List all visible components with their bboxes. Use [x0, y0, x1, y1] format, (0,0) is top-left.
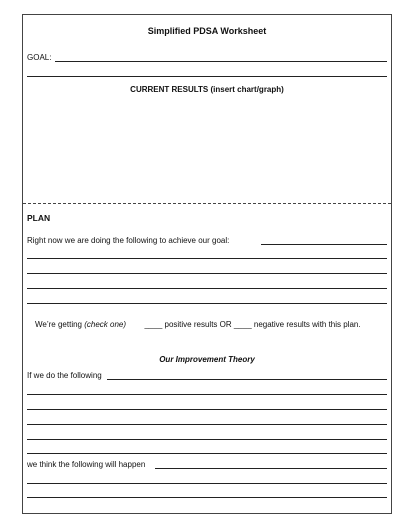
current-results-label: CURRENT RESULTS (insert chart/graph) [130, 85, 284, 94]
theory-heading: Our Improvement Theory [159, 355, 255, 364]
theory-line[interactable] [27, 439, 387, 440]
worksheet-frame [22, 14, 392, 514]
outcome-line[interactable] [27, 483, 387, 484]
theory-line[interactable] [27, 424, 387, 425]
plan-line[interactable] [27, 288, 387, 289]
goal-line[interactable] [55, 61, 387, 62]
theory-line[interactable] [27, 394, 387, 395]
results-prefix: We’re getting [35, 320, 85, 329]
think-label: we think the following will happen [27, 460, 146, 469]
plan-line[interactable] [27, 303, 387, 304]
positive-check-blank[interactable]: ____ [144, 320, 163, 329]
outcome-line[interactable] [27, 497, 387, 498]
divider-line [27, 76, 387, 77]
positive-results-text: positive results OR [162, 320, 234, 329]
goal-label: GOAL: [27, 53, 52, 62]
worksheet-title: Simplified PDSA Worksheet [147, 26, 267, 36]
plan-heading: PLAN [27, 213, 51, 223]
section-dashed-divider [23, 203, 391, 204]
plan-line[interactable] [27, 273, 387, 274]
theory-line[interactable] [27, 453, 387, 454]
if-label: If we do the following [27, 371, 102, 380]
if-answer-line[interactable] [107, 379, 387, 380]
chart-placeholder-area[interactable] [27, 99, 387, 199]
negative-check-blank[interactable]: ____ [233, 320, 252, 329]
negative-results-text: negative results with this plan. [251, 320, 361, 329]
results-check-row [35, 320, 361, 329]
plan-answer-line[interactable] [261, 244, 387, 245]
theory-line[interactable] [27, 409, 387, 410]
think-answer-line[interactable] [155, 468, 387, 469]
plan-line[interactable] [27, 258, 387, 259]
plan-prompt: Right now we are doing the following to achieve our goal: [27, 236, 230, 245]
check-one-hint: (check one) [84, 320, 127, 329]
